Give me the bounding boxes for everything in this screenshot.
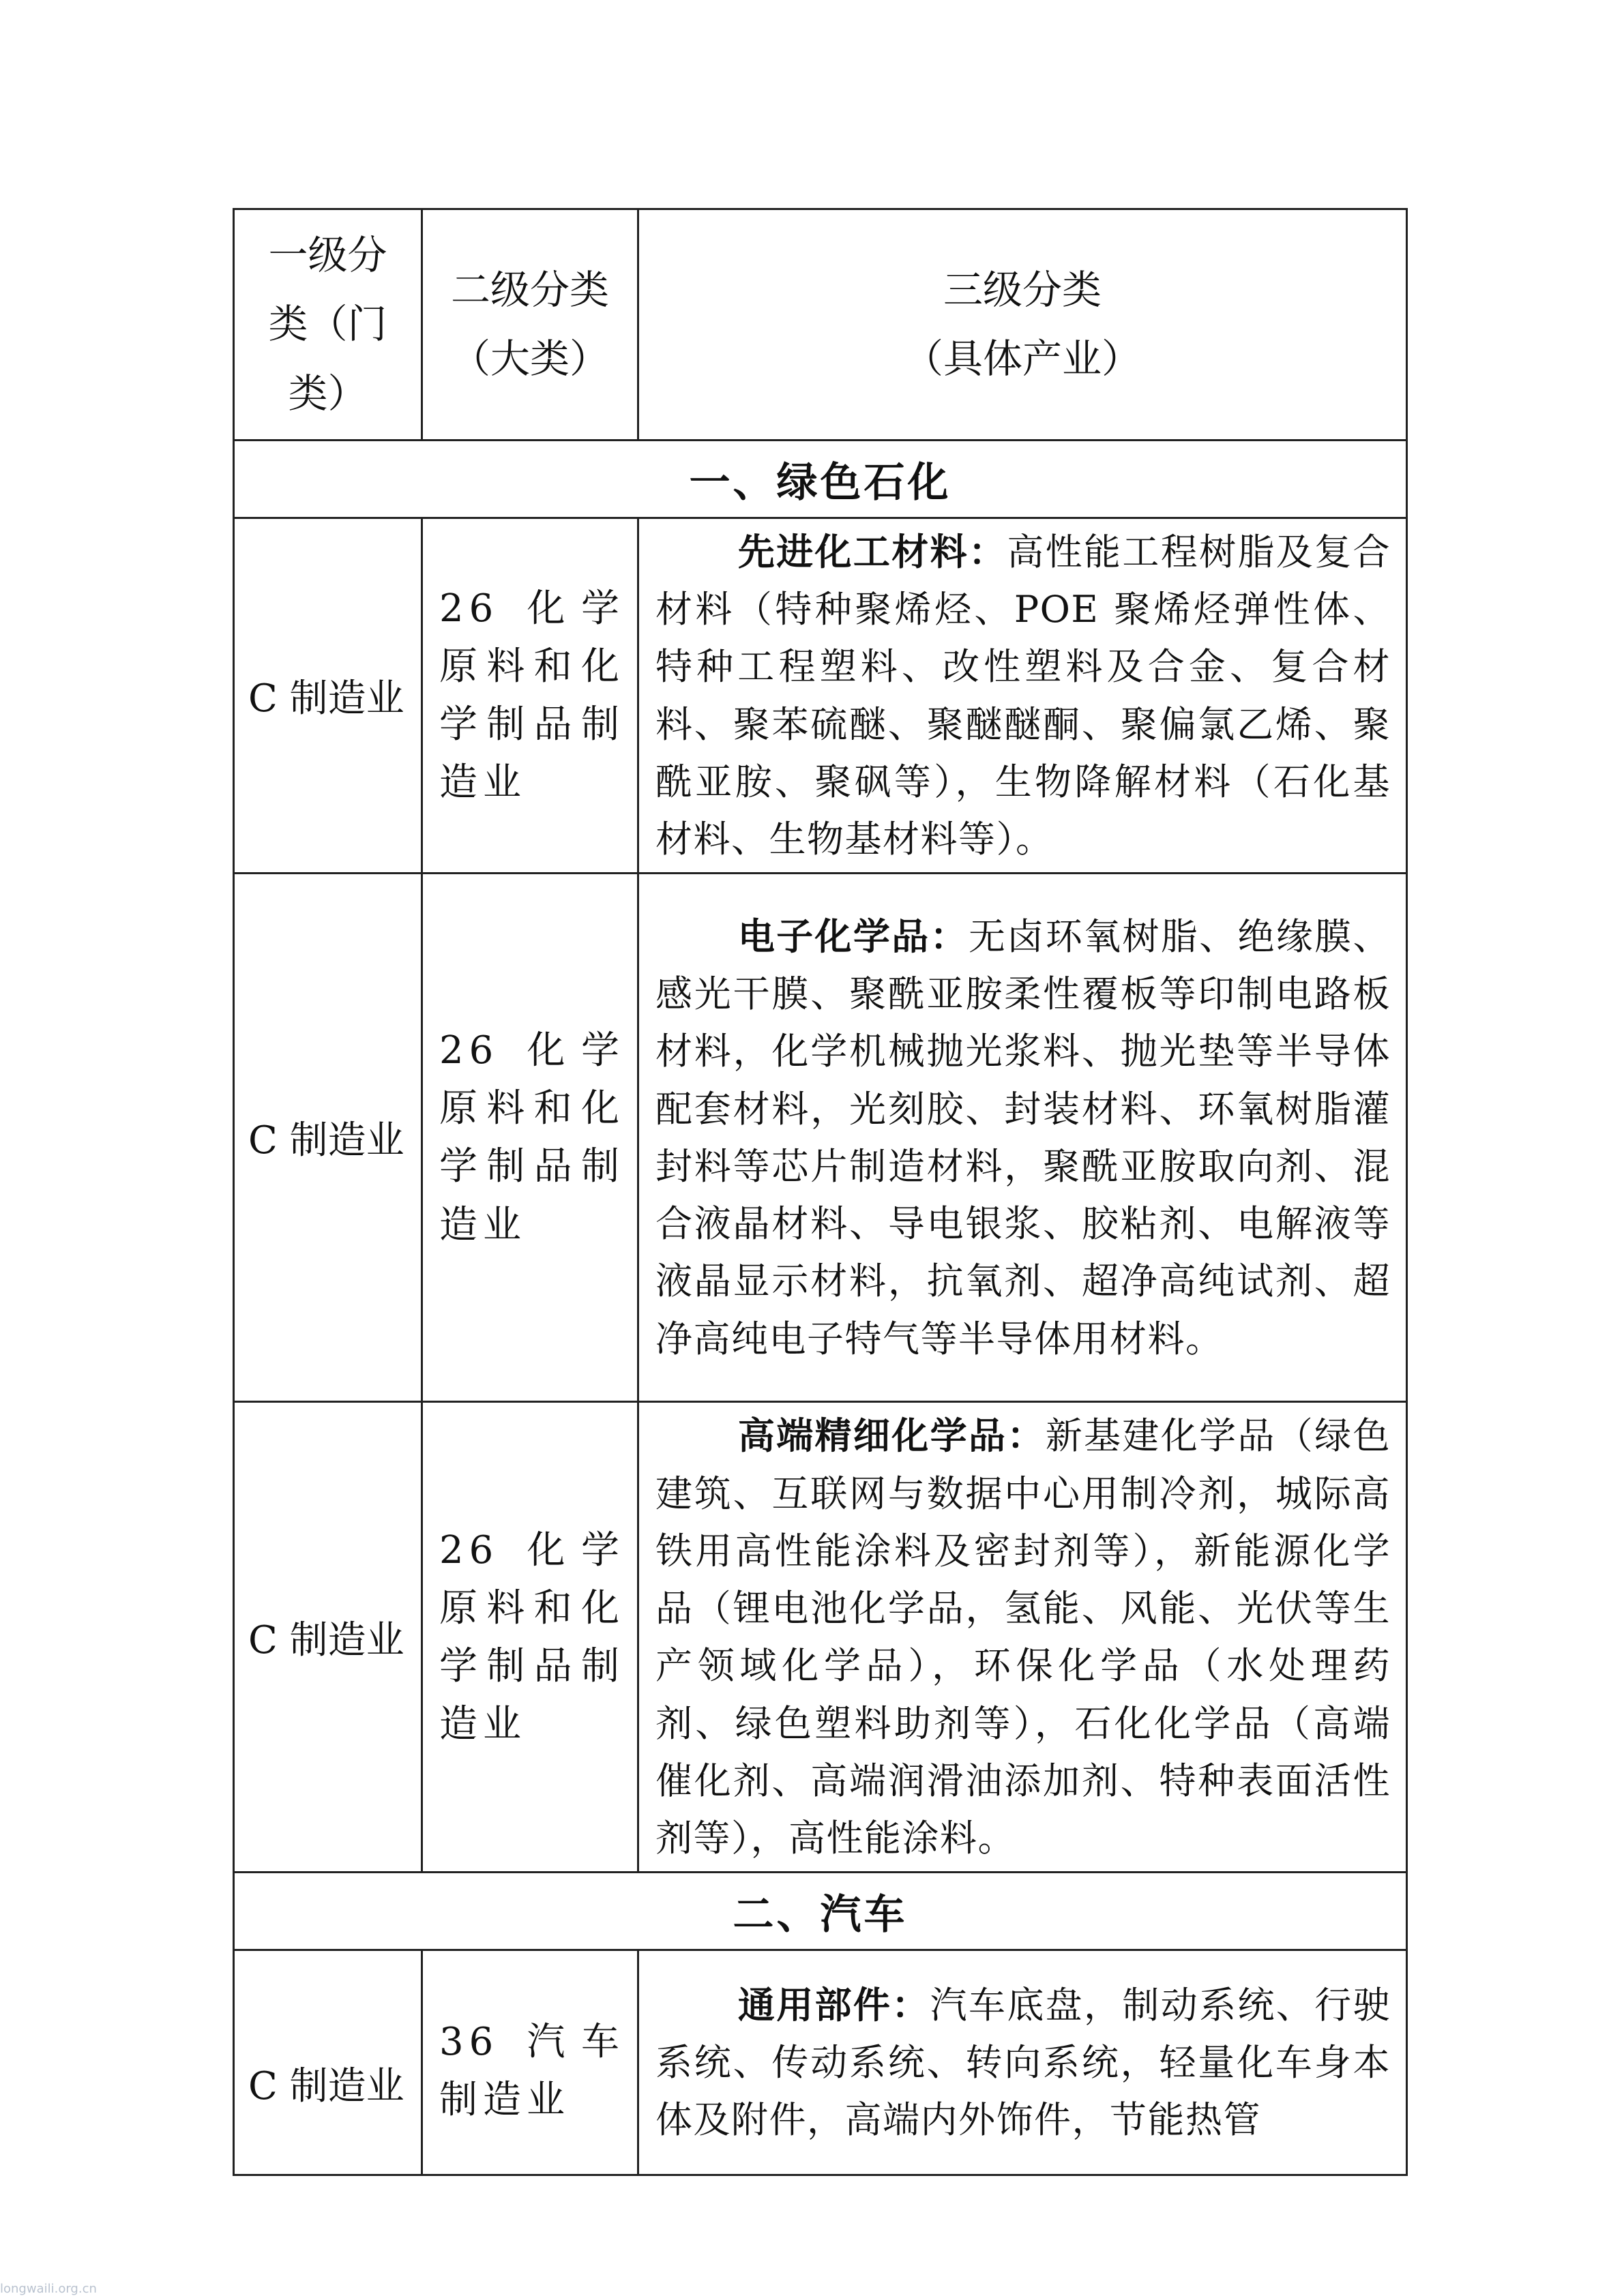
level3-term: 高端精细化学品：: [737, 1414, 1046, 1458]
section-title: 二、汽车: [234, 1873, 1407, 1950]
table-row: [234, 1950, 1407, 2175]
section-row: [234, 1873, 1407, 1950]
level1-cell: C 制造业: [234, 1950, 422, 2175]
level3-cell: [638, 874, 1407, 1402]
level2-cell: 26 化学原料和化学制品制造业: [422, 1402, 638, 1873]
level3-cell: [638, 518, 1407, 874]
level3-desc: 汽车底盘，制动系统、行驶系统、传动系统、转向系统，轻量化车身本体及附件，高端内外饰件，节能热管: [655, 1983, 1391, 2142]
level2-cell: 26 化学原料和化学制品制造业: [422, 518, 638, 874]
level3-desc: 无卤环氧树脂、绝缘膜、感光干膜、聚酰亚胺柔性覆板等印制电路板材料，化学机械抛光浆料、抛光垫等半导体配套材料，光刻胶、封装材料、环氧树脂灌封料等芯片制造材料，聚酰亚胺取向剂、混合液晶材料、导电银浆、胶粘剂、电解液等液晶显示材料，抗氧剂、超净高纯试剂、超净高纯电子特气等半导体用材料。: [655, 914, 1391, 1360]
level3-cell: [638, 1402, 1407, 1873]
table-row: [234, 874, 1407, 1402]
level1-cell: C 制造业: [234, 518, 422, 874]
table-header-row: [234, 209, 1407, 441]
level1-cell: C 制造业: [234, 874, 422, 1402]
header-level2: 二级分类（大类）: [422, 209, 638, 441]
section-row: [234, 441, 1407, 518]
level3-term: 电子化学品：: [737, 914, 969, 958]
industry-classification-table: [233, 208, 1408, 2176]
watermark: longwaili.org.cn: [0, 2282, 97, 2296]
table-row: [234, 1402, 1407, 1873]
header-level3-line1: 三级分类: [943, 266, 1102, 313]
header-level3: [638, 209, 1407, 441]
header-level1: 一级分类（门类）: [234, 209, 422, 441]
level3-term: 先进化工材料：: [737, 530, 1007, 573]
level2-cell: 26 化学原料和化学制品制造业: [422, 874, 638, 1402]
level3-desc: 新基建化学品（绿色建筑、互联网与数据中心用制冷剂，城际高铁用高性能涂料及密封剂等），新能源化学品（锂电池化学品，氢能、风能、光伏等生产领域化学品），环保化学品（水处理药剂、绿色塑料助剂等），石化化学品（高端催化剂、高端润滑油添加剂、特种表面活性剂等），高性能涂料。: [655, 1414, 1391, 1860]
level3-cell: [638, 1950, 1407, 2175]
table-row: [234, 518, 1407, 874]
section-title: 一、绿色石化: [234, 441, 1407, 518]
level2-cell: 36 汽车制造业: [422, 1950, 638, 2175]
header-level3-line2: （具体产业）: [903, 336, 1141, 382]
level1-cell: C 制造业: [234, 1402, 422, 1873]
level3-term: 通用部件：: [737, 1982, 930, 2027]
level3-desc: 高性能工程树脂及复合材料（特种聚烯烃、POE 聚烯烃弹性体、特种工程塑料、改性塑料及合金、复合材料、聚苯硫醚、聚醚醚酮、聚偏氯乙烯、聚酰亚胺、聚砜等），生物降解材料（石化基材料、生物基材料等）。: [655, 531, 1391, 861]
